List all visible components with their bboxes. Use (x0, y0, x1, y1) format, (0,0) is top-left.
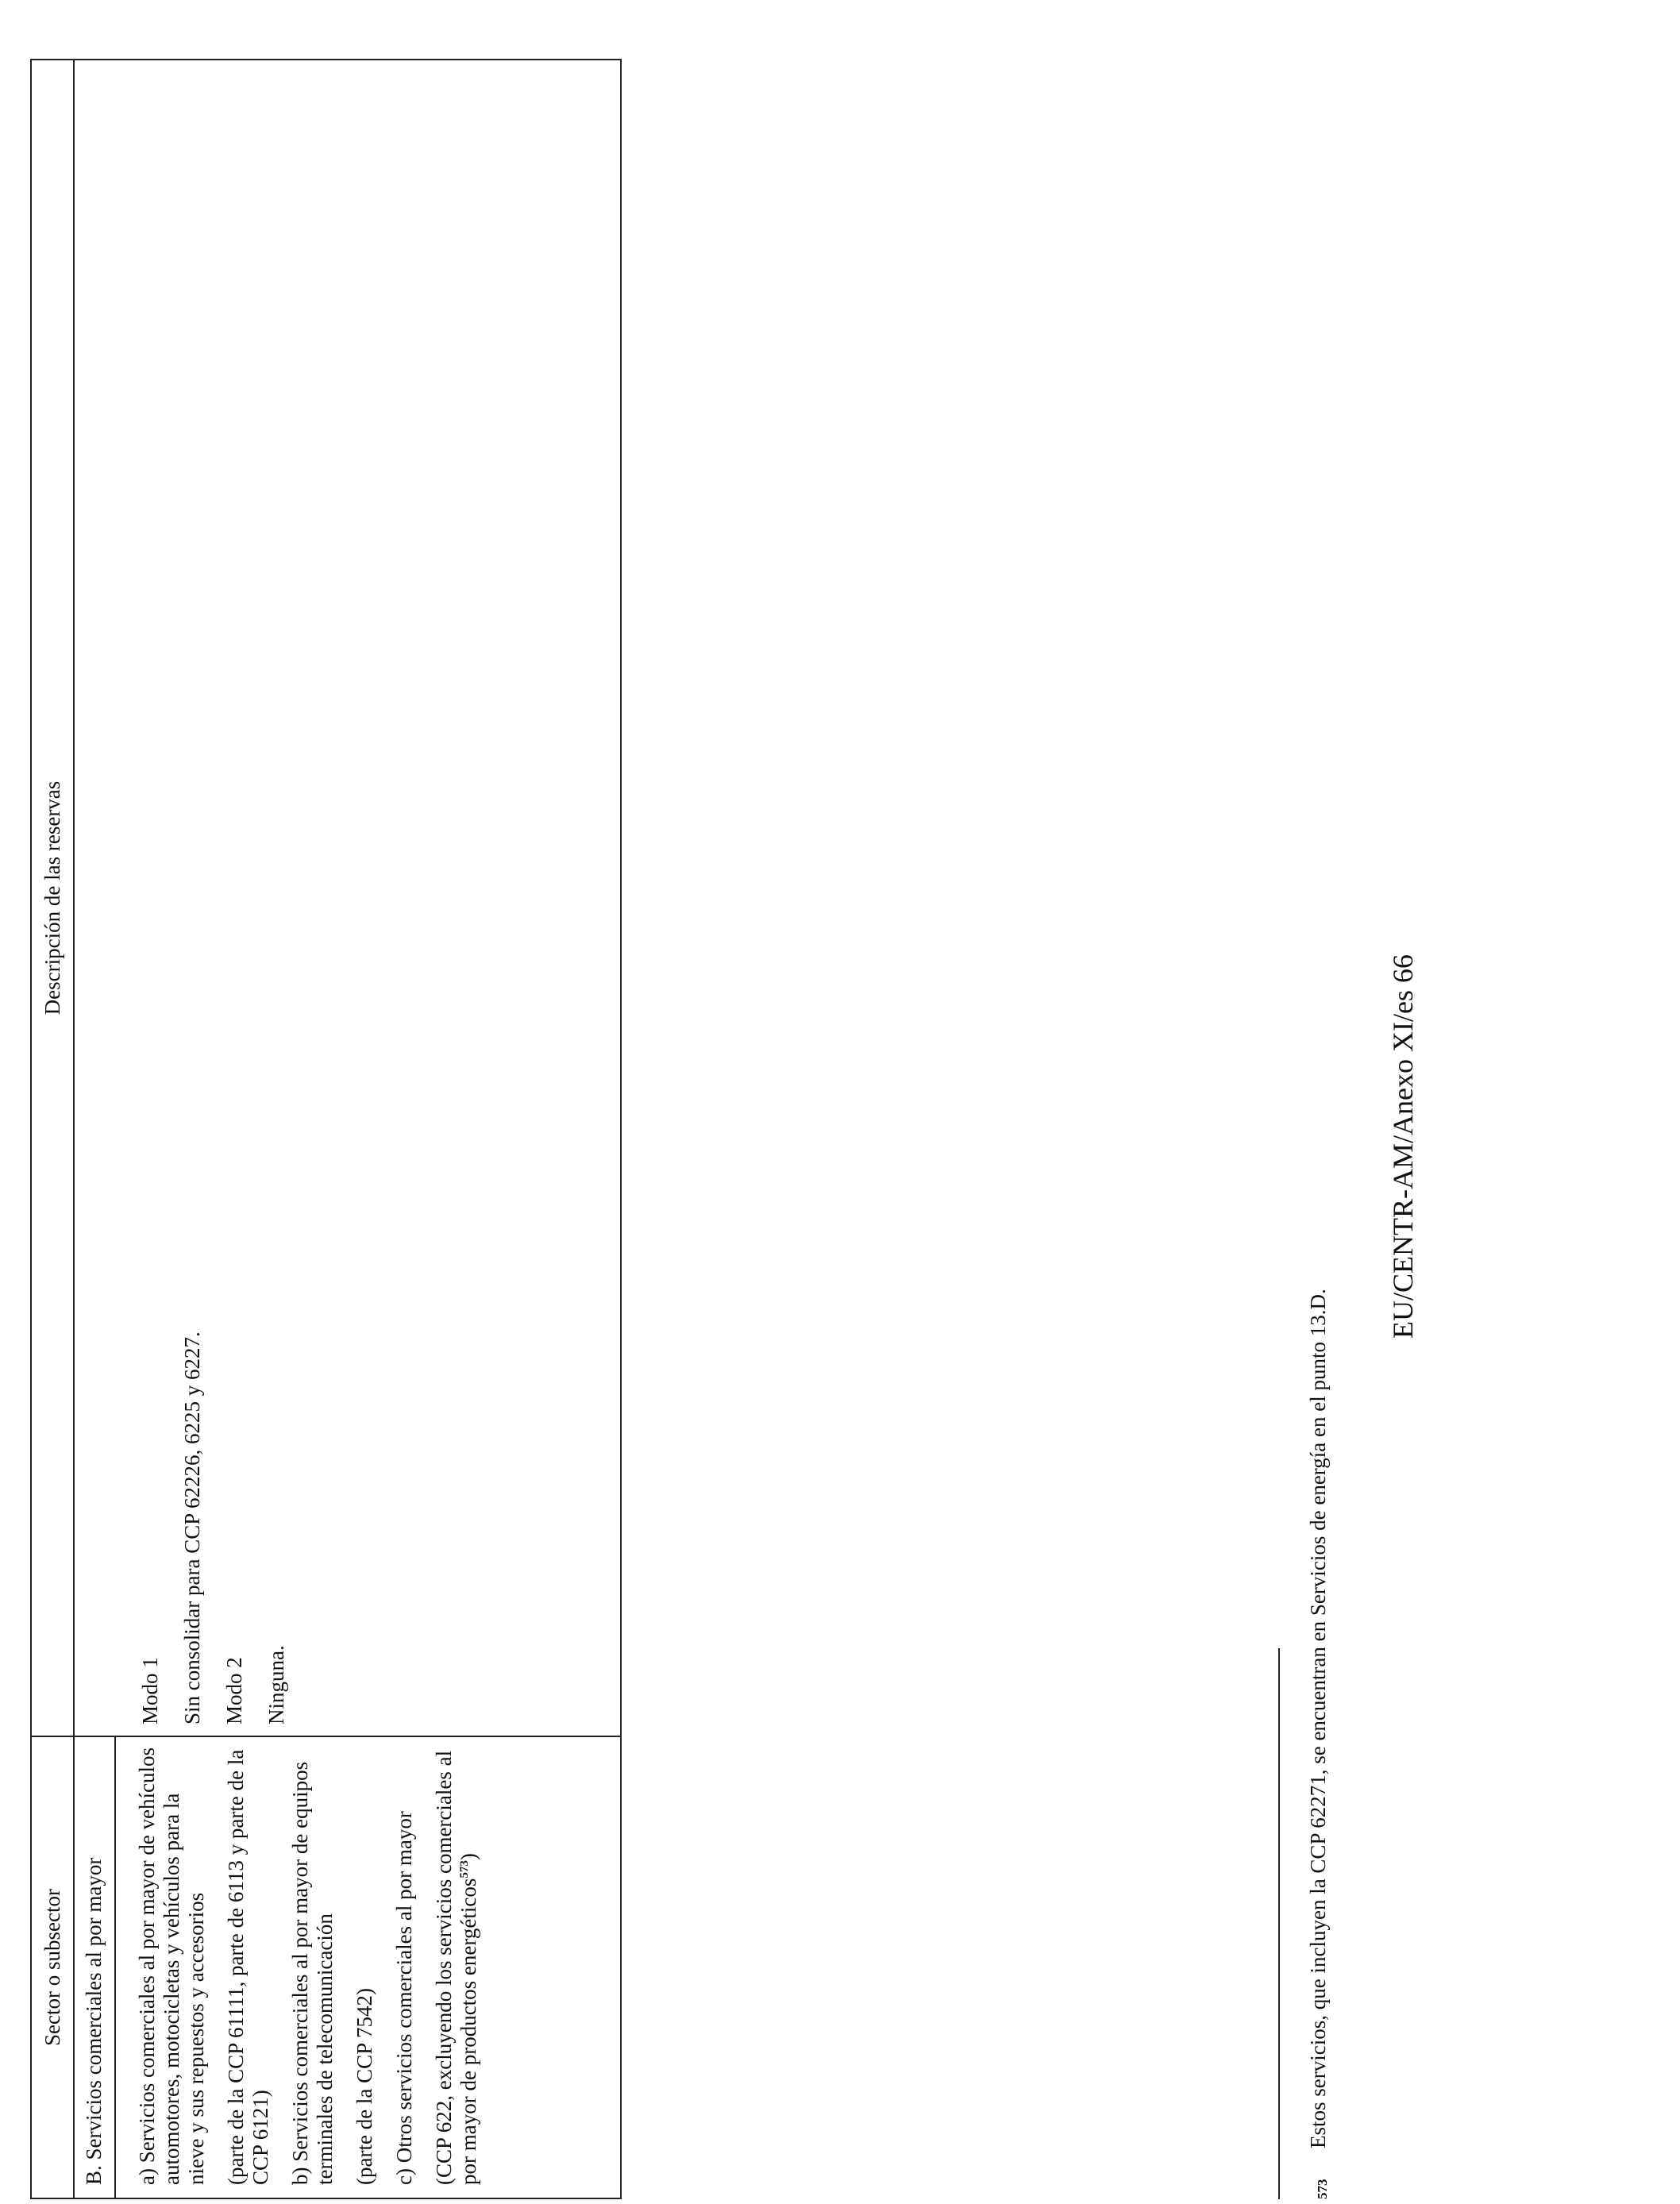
footnote-rule (1278, 1648, 1280, 2199)
mode-2-text: Ninguna. (264, 1645, 288, 1724)
subsector-c-ccp-close: ) (457, 1853, 480, 1861)
subsector-c: c) Otros servicios comerciales al por mayor (392, 1811, 416, 2185)
header-reservations: Descripción de las reservas (40, 780, 64, 1015)
section-title: B. Servicios comerciales al por mayor (82, 1857, 106, 2185)
subsector-b: b) Servicios comerciales al por mayor de equipos terminales de telecomunicación (288, 1761, 337, 2185)
subsector-c-ccp (432, 1744, 481, 2185)
mode-1-label: Modo 1 (138, 1657, 162, 1724)
header-sector: Sector o subsector (40, 1889, 64, 2046)
subsector-c-ccp-text: (CCP 622, excluyendo los servicios comerciales al por mayor de productos energéticos (432, 1750, 480, 2185)
mode-1-text: Sin consolidar para CCP 62226, 6225 y 6227. (180, 1331, 204, 1724)
sector-cell (135, 1744, 481, 2185)
reservations-cell (138, 613, 306, 1724)
mode-2-label: Modo 2 (222, 1657, 246, 1724)
subsector-a-ccp: (parte de la CCP 61111, parte de 6113 y parte de la CCP 6121) (224, 1749, 272, 2185)
reservations-table (30, 59, 622, 2199)
subsector-a: a) Servicios comerciales al por mayor de vehículos automotores, motocicletas y vehículos para la nieve y sus repuestos y accesorios (135, 1747, 208, 2185)
footnote-ref: 573 (458, 1860, 471, 1878)
subsector-b-ccp: (parte de la CCP 7542) (353, 1988, 376, 2185)
footnote-text: Estos servicios, que incluyen la CCP 62271, se encuentran en Servicios de energía en el punto 13.D. (1306, 1289, 1330, 2148)
page-reference: EU/CENTR-AM/Anexo XI/es 66 (1387, 954, 1419, 1339)
section-divider (114, 1737, 116, 2198)
footnote-number: 573 (1315, 2179, 1330, 2199)
column-divider (32, 1736, 620, 1737)
